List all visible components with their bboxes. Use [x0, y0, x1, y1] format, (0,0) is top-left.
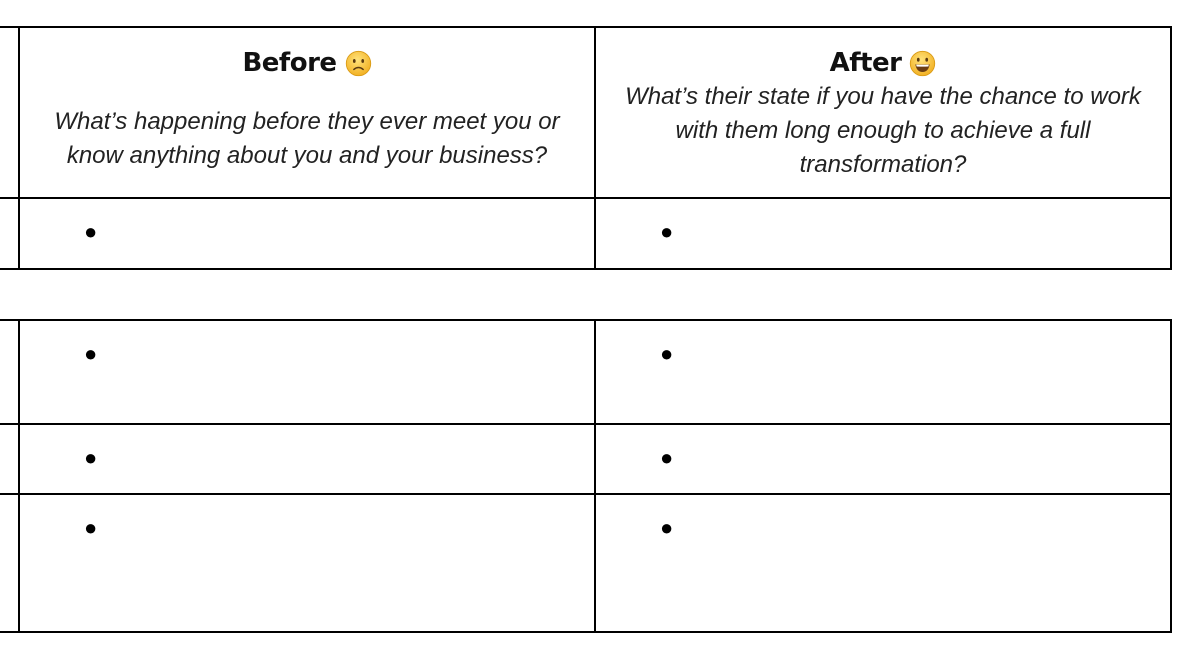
bullet-icon: ●	[660, 445, 674, 470]
bullet-icon: ●	[84, 515, 98, 540]
before-description: What’s happening before they ever meet you or know anything about you and your business?	[54, 108, 560, 169]
table-header-row	[0, 27, 1171, 198]
before-cell[interactable]	[19, 198, 595, 269]
bullet-icon: ●	[84, 341, 98, 366]
stub-cell	[0, 494, 19, 632]
stub-cell	[0, 424, 19, 494]
table-row	[0, 198, 1171, 269]
before-cell[interactable]	[19, 494, 595, 632]
bullet-icon: ●	[660, 341, 674, 366]
after-cell[interactable]	[595, 494, 1171, 632]
bullet-icon: ●	[660, 515, 674, 540]
after-title: After	[829, 48, 902, 78]
stub-cell	[0, 320, 19, 424]
after-cell[interactable]	[595, 424, 1171, 494]
after-cell[interactable]	[595, 320, 1171, 424]
before-title: Before	[242, 48, 337, 78]
bullet-icon: ●	[660, 219, 674, 244]
table-row	[0, 424, 1171, 494]
after-description: What’s their state if you have the chance to work with them long enough to achieve a full transformation?	[625, 83, 1141, 178]
table-row	[0, 494, 1171, 632]
before-title-wrap	[20, 48, 594, 78]
after-title-wrap	[596, 48, 1170, 78]
before-after-table-bottom	[0, 319, 1172, 633]
after-column-header	[595, 27, 1171, 198]
before-cell[interactable]	[19, 320, 595, 424]
stub-cell	[0, 198, 19, 269]
bullet-icon: ●	[84, 445, 98, 470]
before-after-table-top	[0, 26, 1172, 270]
stub-cell	[0, 27, 19, 198]
grinning-face-icon	[909, 50, 936, 77]
before-column-header	[19, 27, 595, 198]
slightly-frowning-face-icon	[345, 50, 372, 77]
table-row	[0, 320, 1171, 424]
before-cell[interactable]	[19, 424, 595, 494]
after-cell[interactable]	[595, 198, 1171, 269]
bullet-icon: ●	[84, 219, 98, 244]
